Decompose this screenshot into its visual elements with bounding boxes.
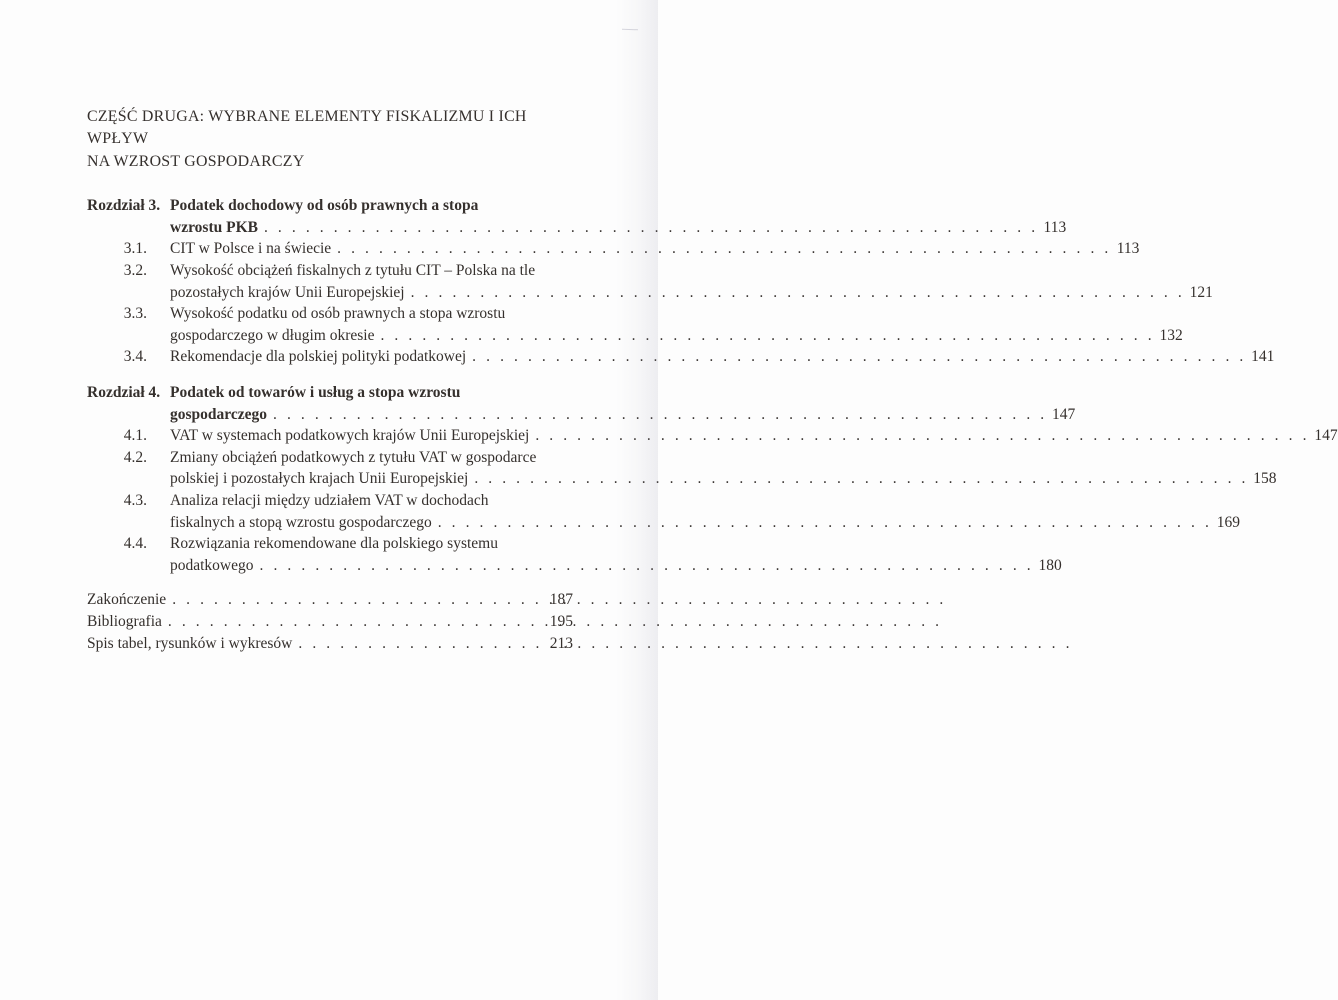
dot-leader [411,282,1185,304]
section-3-2-number: 3.2. [123,262,147,279]
section-4-3-number: 4.3. [123,491,147,509]
section-3-2-page-number: 121 [1189,283,1213,301]
toc-entry-spis-tabel [87,633,573,655]
toc-entry-3-4 [87,346,1275,368]
section-4-3-title-line-1: Analiza relacji między udziałem VAT w dochodach [170,491,489,509]
back-matter-title: Zakończenie [87,591,167,609]
dot-leader [172,589,545,611]
toc-entry-3-1 [87,238,1140,260]
dot-leader [337,238,1111,260]
section-3-3-page-number: 132 [1159,326,1183,344]
section-3-3-title-line-2: gospodarczego w długim okresie . . . 132 [170,325,1183,347]
toc-chapter-3 [87,195,1275,368]
section-4-3-page-number: 169 [1216,513,1240,531]
dot-leader [438,512,1212,534]
section-4-2-title-line-2: polskiej i pozostałych krajach Unii Europejskiej . . . 158 [170,468,1277,490]
back-matter-page-number: 213 [549,634,573,652]
section-3-2-title-line-2: pozostałych krajów Unii Europejskiej . . . 121 [170,282,1213,304]
chapter-4-page-number: 147 [1052,405,1076,423]
section-3-4-page-number: 141 [1251,348,1275,366]
chapter-4-title [170,382,1075,425]
dot-leader [168,611,545,633]
toc-entry-zakonczenie [87,589,573,611]
section-4-4-number: 4.4. [123,535,147,553]
section-4-3-title-line-2: fiskalnych a stopą wzrostu gospodarczego . . . 169 [170,512,1240,534]
chapter-4-heading [87,382,1076,425]
section-3-2-title-line-1: Wysokość obciążeń fiskalnych z tytułu CIT – Polska na tle [170,262,536,279]
section-4-2-page-number: 158 [1253,470,1277,488]
dot-leader [380,325,1154,347]
section-3-3-number: 3.3. [123,305,147,323]
dot-leader [260,555,1034,577]
chapter-3-heading [87,195,1067,238]
chapter-4-label: Rozdział 4. [87,383,161,401]
chapter-3-title-line-1: Podatek dochodowy od osób prawnych a stopa [170,197,479,215]
toc-entry-3-3 [87,303,1183,346]
back-matter [87,589,573,654]
dot-leader [264,217,1038,239]
toc-entry-bibliografia [87,611,573,633]
toc-entry-4-1 [87,425,1338,447]
section-4-2-title-line-1: Zmiany obciążeń podatkowych z tytułu VAT w gospodarce [170,448,537,466]
section-3-4-number: 3.4. [123,348,147,366]
section-3-1-title: CIT w Polsce i na świecie [170,240,332,258]
back-matter-page-number: 195 [549,612,573,630]
back-matter-page-number: 187 [549,591,573,609]
toc-entry-4-3 [87,490,1240,533]
section-3-4-title: Rekomendacje dla polskiej polityki podatkowej [170,348,467,366]
chapter-3-title-line-2: wzrostu PKB . . . 113 [170,217,1066,239]
toc-chapter-4 [87,382,1338,576]
dot-leader [298,633,545,655]
chapter-3-title [170,195,1066,238]
chapter-4-title-line-2: gospodarczego . . . 147 [170,404,1075,426]
section-3-3-title-line-1: Wysokość podatku od osób prawnych a stopa wzrostu [170,305,506,323]
chapter-3-label: Rozdział 3. [87,197,161,215]
section-4-4-page-number: 180 [1038,556,1062,574]
back-matter-title: Bibliografia [87,612,162,630]
chapter-3-page-number: 113 [1043,218,1067,236]
part-header [87,106,573,173]
toc-entry-4-2 [87,447,1277,490]
scan-edge-artifact [622,29,638,31]
toc-content [87,106,1338,654]
part-header-line-1: CZĘŚĆ DRUGA: WYBRANE ELEMENTY FISKALIZMU I ICH WPŁYW [87,108,527,148]
section-4-1-page-number: 147 [1314,427,1338,445]
back-matter-title: Spis tabel, rysunków i wykresów [87,634,293,652]
section-4-4-title-line-1: Rozwiązania rekomendowane dla polskiego systemu [170,535,498,553]
dot-leader [472,346,1246,368]
toc-entry-4-4 [87,533,1062,576]
part-header-line-2: NA WZROST GOSPODARCZY [87,152,305,170]
toc-entry-3-2 [87,260,1213,303]
dot-leader [273,404,1047,426]
section-4-1-title: VAT w systemach podatkowych krajów Unii Europejskiej [170,427,530,445]
section-3-1-page-number: 113 [1116,240,1140,258]
section-4-2-number: 4.2. [123,448,147,466]
section-3-1-number: 3.1. [123,240,147,258]
section-4-4-title-line-2: podatkowego . . . 180 [170,555,1062,577]
dot-leader [535,425,1309,447]
section-4-1-number: 4.1. [123,427,147,445]
dot-leader [474,468,1248,490]
chapter-4-title-line-1: Podatek od towarów i usług a stopa wzrostu [170,383,461,401]
